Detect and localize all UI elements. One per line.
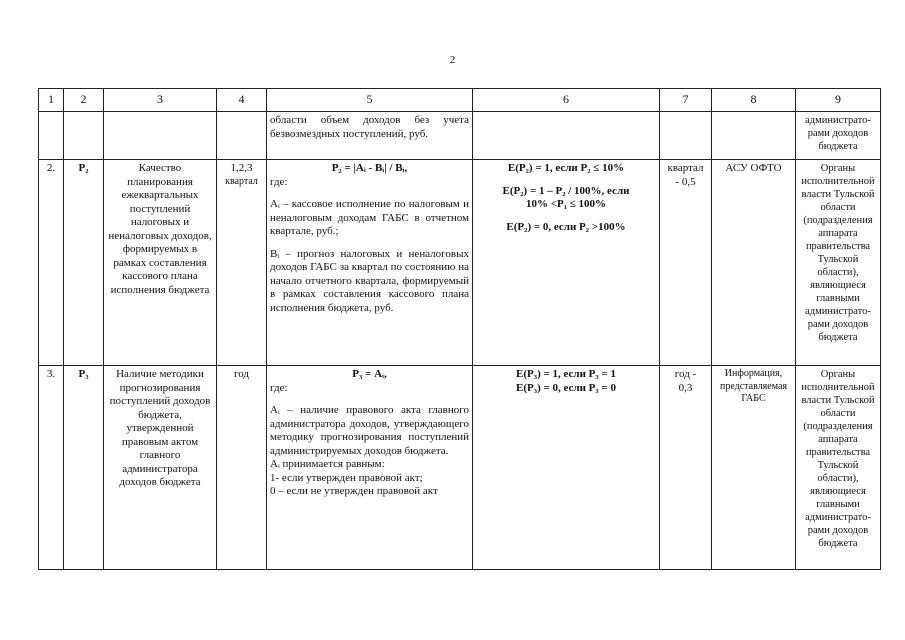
header-cell: 3 [104, 89, 217, 112]
header-cell: 4 [217, 89, 267, 112]
evaluation-rule: Е(Р₂) = 0, если Р₂ >100% [506, 220, 626, 233]
responsible-continuation: администрато-рами доходов бюджета [796, 112, 881, 160]
formula-definition: 0 – если не утвержден правовой акт [270, 485, 438, 497]
header-cell: 8 [712, 89, 796, 112]
period-value: год [217, 366, 267, 570]
header-cell: 9 [796, 89, 881, 112]
header-cell: 2 [64, 89, 104, 112]
period-cell [217, 160, 267, 366]
period-value: 1,2,3 [230, 162, 253, 174]
table-header-row [39, 89, 881, 112]
formula-definition: 1- если утвержден правовой акт; [270, 471, 423, 484]
data-source: Информация, представляемая ГАБС [712, 366, 796, 570]
formula-definition: Аᵢ принимается равным: [270, 458, 385, 470]
header-cell: 5 [267, 89, 473, 112]
formula-cell [267, 160, 473, 366]
table-row [39, 366, 881, 570]
header-cell: 1 [39, 89, 64, 112]
table-row-continuation [39, 112, 881, 160]
evaluation-rule: 10% <Р₁ ≤ 100% [525, 198, 607, 210]
formula: Р₃ = Аᵢ, [352, 368, 387, 380]
table-row [39, 160, 881, 366]
formula: Р₂ = |Аᵢ - Вᵢ| / Вᵢ, [331, 162, 408, 174]
weight-cell [660, 366, 712, 570]
header-cell: 7 [660, 89, 712, 112]
evaluation-rule: Е(Р₃) = 1, если Р₃ = 1 [516, 368, 616, 380]
evaluation-rule: Е(Р₃) = 0, если Р₃ = 0 [516, 381, 616, 394]
weight-period: квартал [667, 162, 704, 174]
formula-cell [267, 366, 473, 570]
period-unit: квартал [225, 175, 258, 187]
indicator-name: Наличие методики прогнозирования поступлений доходов бюджета, утвержденной правовым актом главного администратора доходов бюджета [104, 366, 217, 570]
formula-definition: Аᵢ – кассовое исполнение по налоговым и неналоговым доходам ГАБС в отчетном квартале, руб.; [270, 198, 469, 237]
weight-value: 0,3 [678, 381, 693, 394]
indicator-code: Р₂ [64, 160, 104, 366]
formula-definition: Аᵢ – наличие правового акта главного администратора доходов, утверждающего методику прогнозирования поступлений администрируемых доходов бюджета. [270, 404, 469, 457]
evaluation-cell [473, 366, 660, 570]
header-cell: 6 [473, 89, 660, 112]
row-number: 2. [39, 160, 64, 366]
formula-continuation: области объем доходов без учета безвозмездных поступлений, руб. [267, 112, 473, 160]
formula-where: где: [270, 381, 288, 394]
responsible-body: Органы исполнительной власти Тульской области (подразделения аппарата правительства Тульской области), являющиеся главными администрато-рами доходов бюджета [796, 366, 881, 570]
evaluation-cell [473, 160, 660, 366]
responsible-body: Органы исполнительной власти Тульской области (подразделения аппарата правительства Тульской области), являющиеся главными администрато-рами доходов бюджета [796, 160, 881, 366]
formula-where: где: [270, 175, 288, 188]
row-number: 3. [39, 366, 64, 570]
page-number: 2 [449, 54, 456, 66]
weight-cell [660, 160, 712, 366]
evaluation-rule: Е(Р₂) = 1 – Р₂ / 100%, если [502, 184, 630, 197]
weight-value: - 0,5 [675, 175, 696, 188]
indicator-name: Качество планирования ежеквартальных поступлений налоговых и неналоговых доходов, формируемых в рамках составления кассового плана исполнения бюджета [104, 160, 217, 366]
data-source: АСУ ОФТО [712, 160, 796, 366]
indicator-code: Р₃ [64, 366, 104, 570]
evaluation-rule: Е(Р₂) = 1, если Р₂ ≤ 10% [507, 162, 625, 174]
criteria-table [38, 88, 881, 570]
weight-period: год - [674, 368, 697, 380]
formula-definition: Вᵢ – прогноз налоговых и неналоговых доходов ГАБС за квартал по состоянию на начало отчетного квартала, формируемый в рамках составления кассового плана исполнения бюджета, руб. [270, 247, 469, 314]
